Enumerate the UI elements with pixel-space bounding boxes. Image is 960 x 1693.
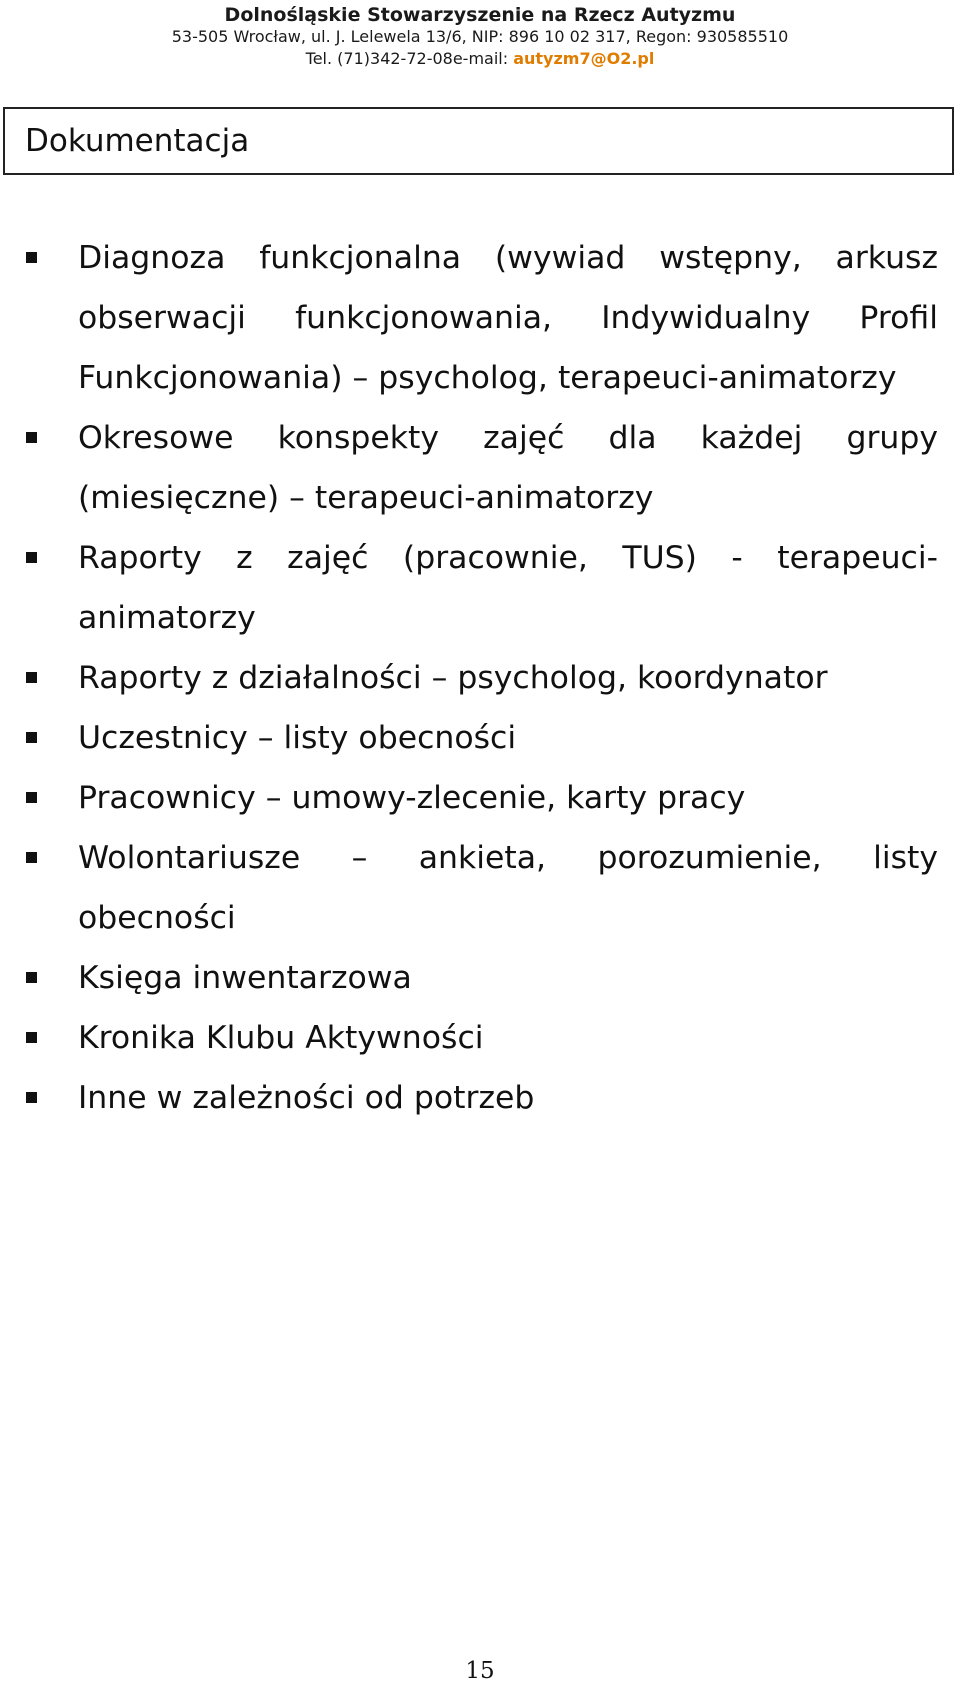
square-bullet-icon bbox=[26, 552, 37, 563]
square-bullet-icon bbox=[26, 252, 37, 263]
list-item-text: Diagnoza funkcjonalna (wywiad wstępny, arkusz obserwacji funkcjonowania, Indywidualny Profil Funkcjonowania) – psycholog, terapeuci-animatorzy bbox=[78, 240, 938, 396]
letterhead bbox=[0, 4, 960, 70]
list-item bbox=[78, 228, 938, 408]
square-bullet-icon bbox=[26, 792, 37, 803]
square-bullet-icon bbox=[26, 972, 37, 983]
contact-email[interactable]: autyzm7@O2.pl bbox=[513, 49, 655, 68]
square-bullet-icon bbox=[26, 1032, 37, 1043]
list-item-text: Kronika Klubu Aktywności bbox=[78, 1020, 484, 1056]
square-bullet-icon bbox=[26, 1092, 37, 1103]
list-item-text: Pracownicy – umowy-zlecenie, karty pracy bbox=[78, 780, 746, 816]
square-bullet-icon bbox=[26, 852, 37, 863]
section-title-box bbox=[3, 107, 954, 175]
list-item bbox=[78, 528, 938, 648]
page-number: 15 bbox=[465, 1658, 495, 1684]
list-item bbox=[78, 1068, 938, 1128]
list-item bbox=[78, 948, 938, 1008]
square-bullet-icon bbox=[26, 672, 37, 683]
list-item-text: Księga inwentarzowa bbox=[78, 960, 412, 996]
organization-address: 53-505 Wrocław, ul. J. Lelewela 13/6, NIP: 896 10 02 317, Regon: 930585510 bbox=[171, 27, 789, 46]
list-item-text: Inne w zależności od potrzeb bbox=[78, 1080, 535, 1116]
list-item bbox=[78, 408, 938, 528]
list-item-text: Uczestnicy – listy obecności bbox=[78, 720, 517, 756]
contact-phone: Tel. (71)342-72-08e-mail: bbox=[305, 49, 514, 68]
list-item-text: Raporty z działalności – psycholog, koordynator bbox=[78, 660, 828, 696]
organization-contact bbox=[0, 48, 960, 70]
list-item-text: Wolontariusze – ankieta, porozumienie, listy obecności bbox=[78, 840, 938, 936]
organization-name: Dolnośląskie Stowarzyszenie na Rzecz Autyzmu bbox=[224, 4, 736, 26]
section-title: Dokumentacja bbox=[25, 123, 250, 159]
list-item bbox=[78, 768, 938, 828]
list-item-text: Raporty z zajęć (pracownie, TUS) - terapeuci-animatorzy bbox=[78, 540, 938, 636]
list-item bbox=[78, 648, 938, 708]
list-item bbox=[78, 708, 938, 768]
documentation-list bbox=[0, 228, 960, 1128]
list-item bbox=[78, 1008, 938, 1068]
square-bullet-icon bbox=[26, 732, 37, 743]
square-bullet-icon bbox=[26, 432, 37, 443]
list-item-text: Okresowe konspekty zajęć dla każdej grupy (miesięczne) – terapeuci-animatorzy bbox=[78, 420, 938, 516]
list-item bbox=[78, 828, 938, 948]
